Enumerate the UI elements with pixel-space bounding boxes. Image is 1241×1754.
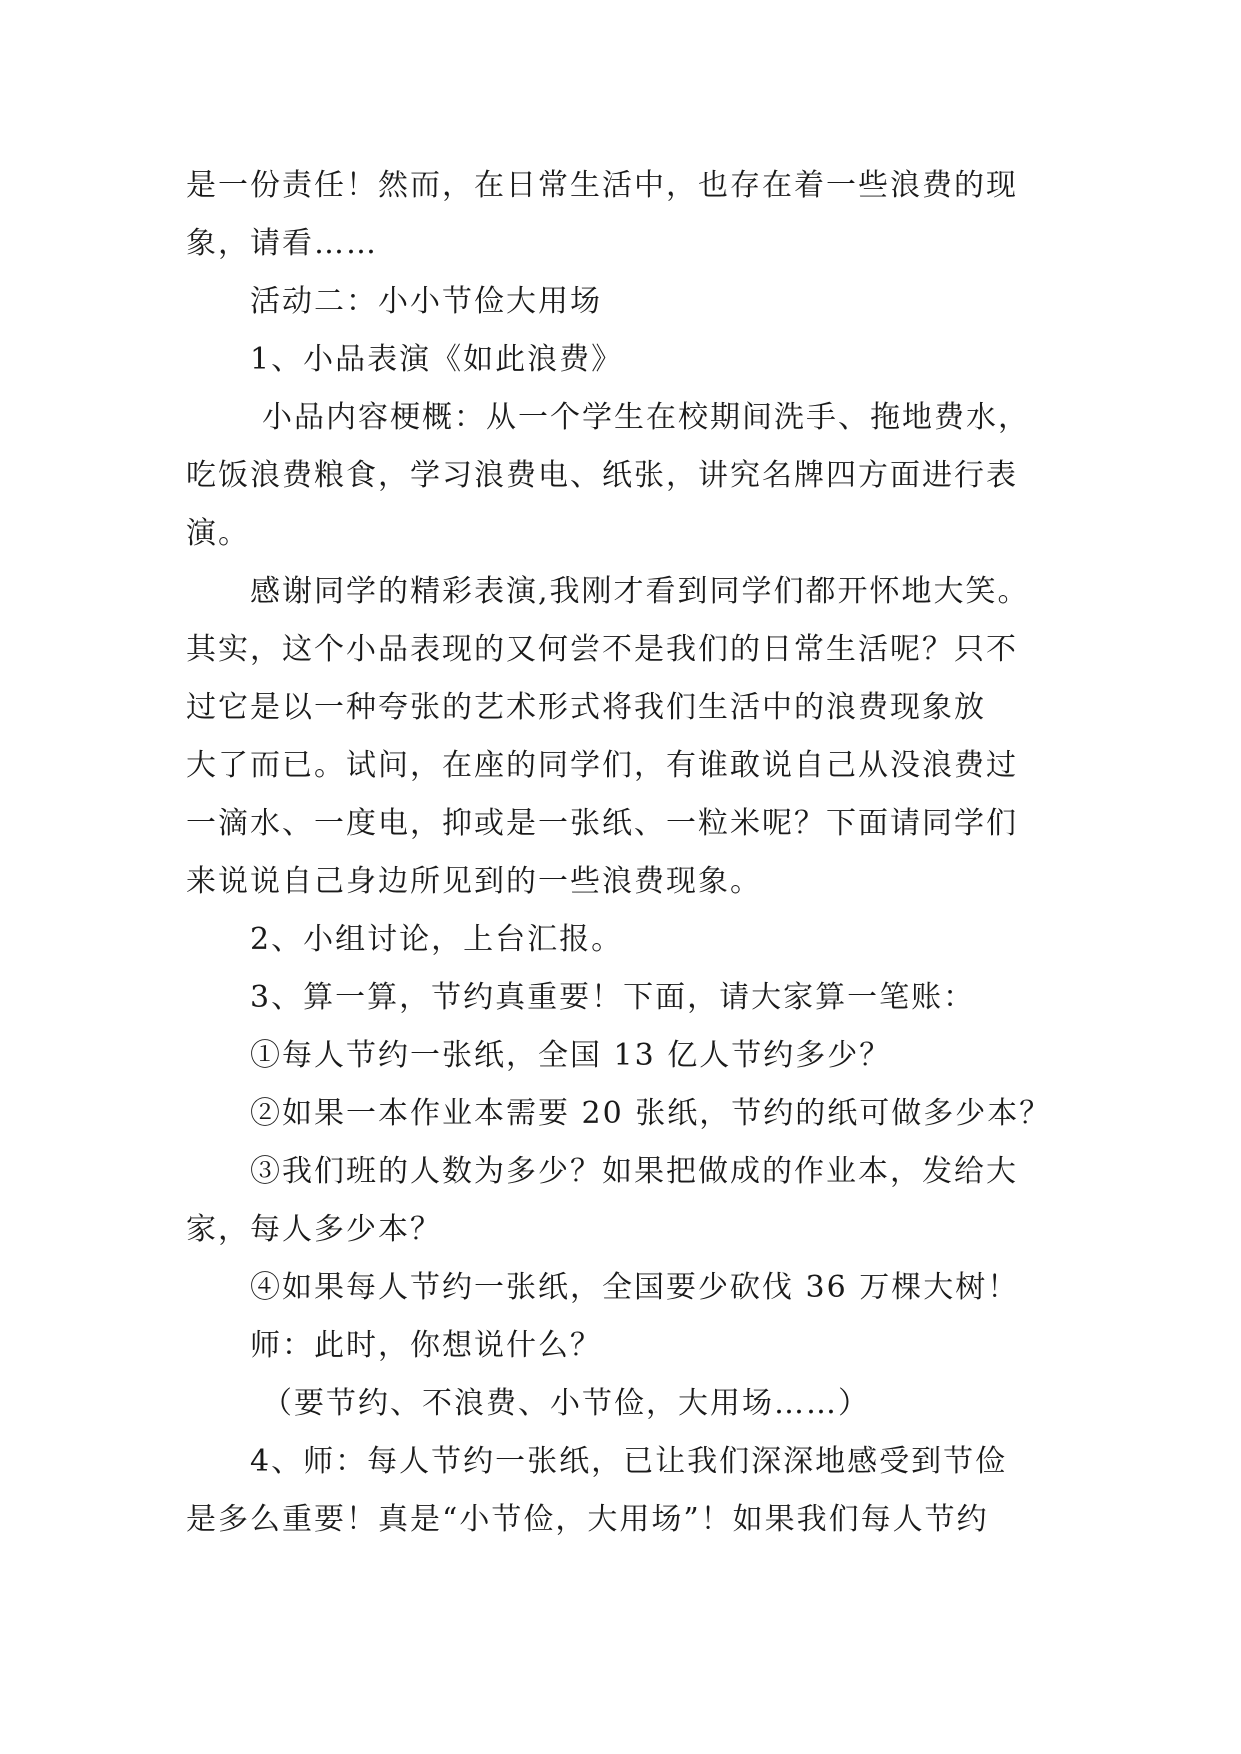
text-line-20: ④如果每人节约一张纸，全国要少砍伐 36 万棵大树！: [250, 1270, 1020, 1305]
text-line-22: （要节约、不浪费、小节俭，大用场……）: [262, 1386, 870, 1421]
text-line-6: 吃饭浪费粮食，学习浪费电、纸张，讲究名牌四方面进行表: [186, 458, 1018, 493]
text-line-13: 来说说自己身边所见到的一些浪费现象。: [186, 864, 762, 899]
text-line-19: 家，每人多少本？: [186, 1212, 442, 1247]
text-line-17: ②如果一本作业本需要 20 张纸，节约的纸可做多少本？: [250, 1096, 1052, 1131]
text-line-12: 一滴水、一度电，抑或是一张纸、一粒米呢？下面请同学们: [186, 806, 1018, 841]
text-line-18: ③我们班的人数为多少？如果把做成的作业本，发给大: [250, 1154, 1018, 1189]
text-line-5: 小品内容梗概：从一个学生在校期间洗手、拖地费水，: [262, 400, 1030, 435]
text-line-14: 2、小组讨论，上台汇报。: [250, 922, 624, 957]
text-line-11: 大了而已。试问，在座的同学们，有谁敢说自己从没浪费过: [186, 748, 1018, 783]
text-line-9: 其实，这个小品表现的又何尝不是我们的日常生活呢？只不: [186, 632, 1018, 667]
text-line-2: 象，请看……: [186, 226, 378, 261]
text-line-8: 感谢同学的精彩表演,我刚才看到同学们都开怀地大笑。: [250, 574, 1030, 609]
text-line-23: 4、师：每人节约一张纸，已让我们深深地感受到节俭: [250, 1444, 1008, 1479]
text-line-16: ①每人节约一张纸，全国 13 亿人节约多少？: [250, 1038, 892, 1073]
text-line-1: 是一份责任！然而，在日常生活中，也存在着一些浪费的现: [186, 168, 1018, 203]
section-heading: 活动二：小小节俭大用场: [250, 284, 602, 319]
text-line-21: 师：此时，你想说什么？: [250, 1328, 602, 1363]
text-line-10: 过它是以一种夸张的艺术形式将我们生活中的浪费现象放: [186, 690, 986, 725]
text-line-7: 演。: [186, 516, 250, 551]
text-line-15: 3、算一算，节约真重要！下面，请大家算一笔账：: [250, 980, 976, 1015]
text-line-24: 是多么重要！真是“小节俭，大用场”！如果我们每人节约: [186, 1502, 989, 1537]
text-line-4: 1、小品表演《如此浪费》: [250, 342, 624, 377]
